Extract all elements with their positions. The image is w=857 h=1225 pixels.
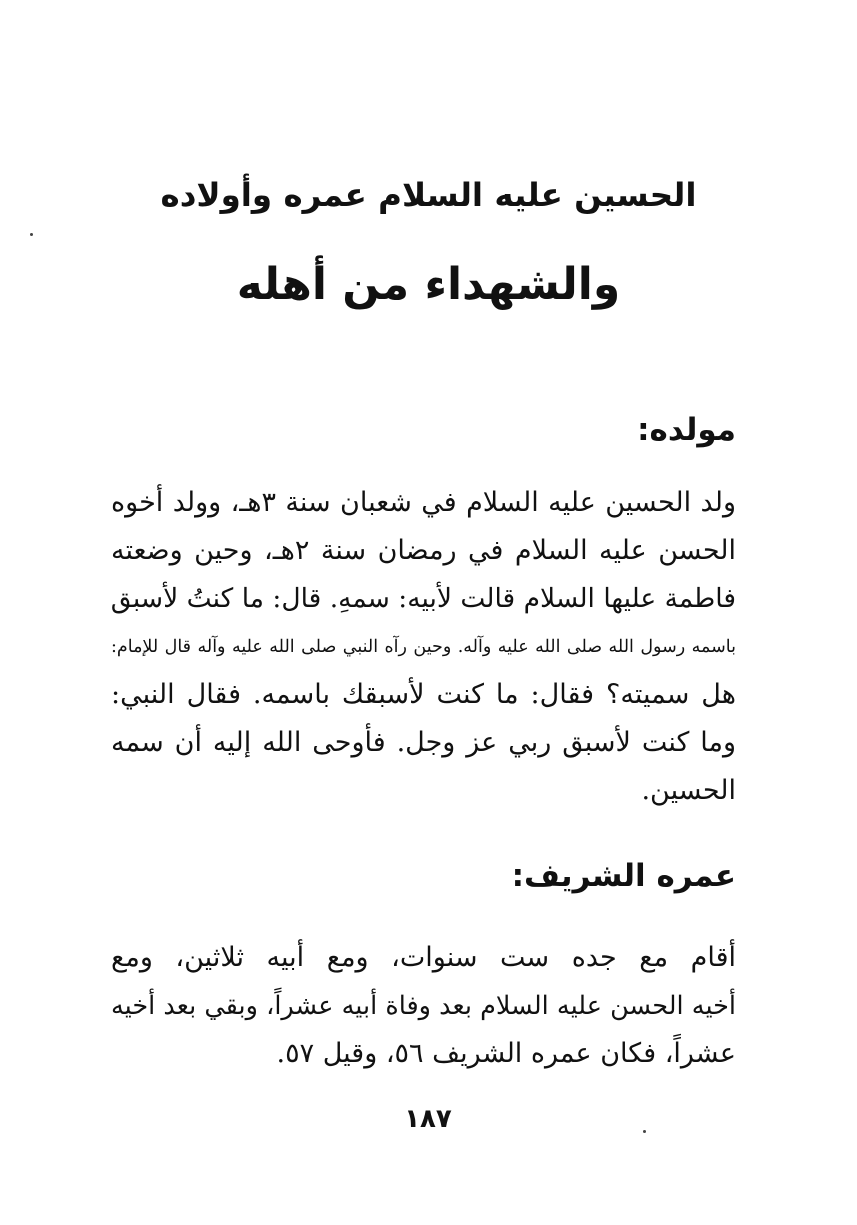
- paragraph-line: هل سميته؟ فقال: ما كنت لأسبقك باسمه. فقال النبي:: [111, 679, 736, 710]
- scan-speck: [30, 233, 33, 236]
- section-heading-age: عمره الشريف:: [511, 858, 736, 894]
- paragraph-line: الحسين.: [641, 775, 736, 806]
- section-paragraph-birth: [111, 479, 736, 815]
- paragraph-line: باسمه رسول الله صلى الله عليه وآله. وحين رآه النبي صلى الله عليه وآله قال للإمام:: [111, 637, 736, 657]
- paragraph-line: أخيه الحسن عليه السلام بعد وفاة أبيه عشراً، وبقي بعد أخيه: [111, 991, 736, 1021]
- page-number: ١٨٧: [404, 1104, 452, 1134]
- scan-speck: [643, 1130, 646, 1133]
- paragraph-line: الحسن عليه السلام في رمضان سنة ٢هـ، وحين وضعته: [111, 535, 737, 566]
- chapter-title-line-2: والشهداء من أهله: [236, 259, 621, 310]
- paragraph-line: عشراً، فكان عمره الشريف ٥٦، وقيل ٥٧.: [276, 1038, 736, 1069]
- paragraph-line: فاطمة عليها السلام قالت لأبيه: سمهِ. قال: ما كنتُ لأسبق: [110, 583, 736, 614]
- paragraph-line: ولد الحسين عليه السلام في شعبان سنة ٣هـ، وولد أخوه: [111, 487, 736, 518]
- paragraph-line: وما كنت لأسبق ربي عز وجل. فأوحى الله إليه أن سمه: [111, 727, 736, 758]
- paragraph-line: أقام مع جده ست سنوات، ومع أبيه ثلاثين، ومع: [111, 942, 736, 973]
- section-heading-birth: مولده:: [637, 412, 736, 448]
- chapter-title-line-1: الحسين عليه السلام عمره وأولاده: [160, 176, 697, 214]
- section-paragraph-age: [111, 934, 736, 1078]
